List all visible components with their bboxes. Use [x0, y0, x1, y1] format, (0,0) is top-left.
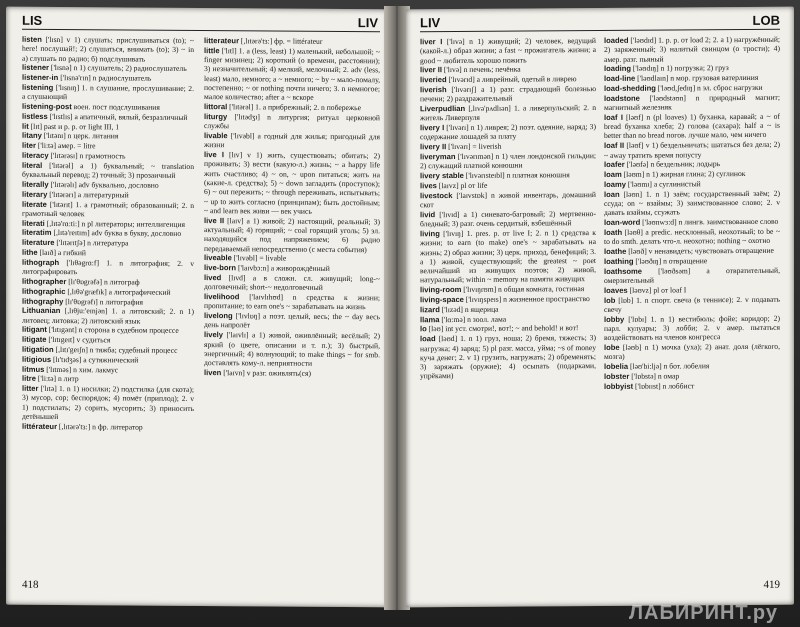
dictionary-entry	[204, 46, 380, 103]
dictionary-entry	[204, 330, 380, 368]
entry-headword: lobster	[604, 371, 630, 381]
right-page	[406, 7, 794, 608]
header-rule	[420, 29, 780, 33]
entry-headword: loathsome	[604, 266, 642, 276]
entry-definition: ['lɪvə] n печень; печёнка	[441, 64, 521, 75]
dictionary-entry	[420, 64, 596, 75]
column-1	[22, 35, 194, 574]
dictionary-entry	[204, 273, 380, 293]
dictionary-entry	[22, 355, 194, 365]
entry-headword: lively	[204, 330, 223, 340]
dictionary-entry	[604, 217, 780, 228]
entry-definition: ['lɪvərɪ] n 1) ливрея; 2) поэт. одеяние, наряд; 3) содержание лошадей за плату	[420, 122, 596, 142]
entry-headword: loam	[604, 170, 622, 180]
dictionary-entry	[22, 161, 194, 181]
dictionary-entry	[604, 313, 780, 342]
entry-definition: ['lɪvərɪd] a ливрейный, одетый в ливрею	[446, 74, 577, 85]
entry-headword: loan-word	[604, 217, 641, 228]
dictionary-entry	[22, 384, 194, 422]
entry-headword: litmus	[22, 364, 45, 374]
entry-definition: [ləʊf] n (pl loaves) 1) буханка, каравай; a ~ of bread буханка хлеба; 2) голова (сахара); half a ~ is better than no bread погов. лучше мало, чем ничего	[604, 111, 780, 141]
dictionary-entry	[420, 228, 596, 285]
entry-headword: lithograph	[22, 257, 60, 267]
entry-definition: ['laɪvstɒk] n живой инвентарь, домашний скот	[420, 189, 596, 210]
entry-definition: ['lɪtərərɪ] a литературный	[47, 189, 129, 200]
dictionary-entry	[22, 258, 194, 278]
entry-headword: lobe	[604, 342, 620, 352]
dictionary-entry	[604, 371, 780, 382]
dictionary-entry	[420, 284, 596, 295]
dictionary-entry	[420, 84, 596, 104]
dictionary-entry	[604, 83, 780, 94]
entry-definition: ['lɪtənɪ] n церк. литания	[41, 131, 119, 141]
dictionary-entry	[420, 151, 596, 171]
dictionary-entry	[204, 292, 380, 312]
entry-headword: literary	[22, 189, 48, 199]
dictionary-entry	[22, 35, 194, 64]
dictionary-entry	[22, 248, 194, 258]
entry-definition: ['lɪtə] 1. n 1) носилки; 2) подстилка (для скота); 3) мусор, сор; беспорядок; 4) помёт (приплод); 2. v 1) подстилать; 2) сорить, мусорить; 3) приносить детёнышей	[22, 384, 194, 422]
dictionary-entry	[204, 131, 380, 151]
entry-definition: [,lɪθə'græfɪk] a литографический	[65, 286, 171, 297]
dictionary-entry	[420, 294, 596, 305]
dictionary-entry	[604, 179, 780, 190]
entry-definition: ['ləʊdlaɪn] n мор. грузовая ватерлиния	[635, 73, 759, 83]
entry-headword: liverish	[420, 85, 447, 95]
entry-headword: liven	[204, 367, 222, 378]
entry-definition: ['lɪtl] 1. a (less, least) 1) маленький, небольшой; ~ finger мизинец; 2) короткий (о времени, расстоянии); 3) незначительный; 4) мелкий, мелочный; 2. adv (less, least) мало, немного; a ~ немного; ~ by ~ мало-помалу, постепенно; ~ or nothing почти ничего; 3. n немногое; малое количество; after a ~ вскоре	[204, 45, 380, 103]
entry-definition: [,lɪtə'rɑ:ti:] n pl литераторы; интеллигенция	[44, 218, 186, 229]
dictionary-entry	[204, 263, 380, 274]
entry-definition: ['lɪzəd] n ящерица	[439, 304, 499, 314]
entry-definition: [lɪ'θɒgrəfɪ] n литография	[63, 296, 144, 307]
dictionary-entry	[420, 36, 596, 65]
entry-headword: literati	[22, 218, 45, 228]
dictionary-entry	[604, 284, 780, 295]
entry-definition: ['lɪstlɪs] a апатичный, вялый, безразличный	[47, 111, 188, 122]
entry-headword: loaf II	[604, 141, 625, 151]
dictionary-entry	[22, 286, 194, 296]
dictionary-entry	[420, 209, 596, 229]
entry-headword: literal	[22, 160, 43, 170]
entry-definition: [ləʊn] 1. n 1) заём; государственный заём; 2) ссуда; on ~ взаймы; 3) заимствованное слово; 2. v давать взаймы, ссужать	[604, 188, 780, 218]
entry-headword: lithography	[22, 296, 64, 306]
entry-definition: ['ləʊmɪ] a суглинистый	[625, 179, 701, 189]
entry-definition: ['lɪvɪd] a 1) синевато-багровый; 2) мертвенно-бледный; 3) разг. очень сердитый, взбешённый	[420, 208, 596, 229]
entry-headword: litter	[22, 383, 39, 394]
entry-headword: literally	[22, 179, 49, 189]
entry-headword: litterateur	[204, 36, 240, 46]
entry-definition: ['lɪtərəl] 1. a прибрежный; 2. n побережье	[227, 102, 361, 113]
entry-headword: liter	[22, 141, 36, 151]
dictionary-entry	[22, 199, 194, 219]
entry-headword: livery stable	[420, 171, 464, 181]
entry-definition: [ləʊ] int уст. смотри!, вот!; ~ and behold! и вот!	[426, 323, 579, 334]
entry-definition: ['li:tə] n литр	[35, 374, 79, 384]
entry-definition: [,lɪtərə'tɜ:] n фр. литератор	[57, 421, 143, 432]
entry-headword: lobelia	[604, 361, 629, 372]
entry-headword: Liverpudlian	[420, 104, 466, 114]
entry-definition: воен. пост подслушивания	[71, 102, 160, 112]
running-head-right: LOB	[752, 12, 780, 28]
running-head-right: LIV	[357, 15, 378, 31]
entry-headword: load	[420, 334, 436, 344]
entry-headword: living-space	[420, 294, 464, 305]
header-rule	[22, 29, 380, 32]
entry-headword: livelong	[204, 311, 233, 321]
entry-definition: [ləʊθ] a predic. несклонный, неохотный; to be ~ to do smth. делать что-л. неохотно; nothing ~ охотно	[604, 226, 780, 247]
entry-headword: llama	[420, 314, 440, 324]
entry-definition: ['lɪtərəl] a 1) буквальный; ~ translation буквальный перевод; 2) точный; 3) прозаичный	[22, 160, 194, 181]
entry-definition: ['lɪsnə'rɪn] n радиослушатель	[58, 73, 152, 83]
entry-headword: lived	[204, 272, 222, 283]
entry-definition: [,lɪtɪ'geɪʃn] n тяжба; судебный процесс	[53, 344, 178, 355]
dictionary-entry	[420, 74, 596, 85]
entry-headword: Lithuanian	[22, 306, 61, 316]
entry-headword: lithe	[22, 247, 38, 257]
entry-headword: living-room	[420, 285, 462, 295]
entry-definition: [ləʊd] 1. n 1) груз, ноша; 2) бремя, тяжесть; 3) нагрузка; 4) заряд; 5) pl разг. масса, уйма; ~s of money куча денег; 2. v 1) грузить, нагружать; 2) обременять; 3) заряжать (оружие); 4) осыпать (подарками, упрёками)	[420, 333, 596, 381]
entry-headword: livelihood	[204, 292, 240, 302]
dictionary-entry	[22, 151, 194, 161]
dictionary-entry	[22, 422, 194, 432]
left-page	[6, 7, 388, 608]
entry-definition: [laɪð] a гибкий	[37, 247, 86, 258]
page-number: 418	[22, 578, 39, 591]
dictionary-entry	[204, 102, 380, 113]
entry-definition: ['lɪtɪgeɪt] v судиться	[46, 335, 111, 345]
entry-definition: [,lɪvə'pʌdlɪən] 1. a ливерпульский; 2. n житель Ливерпуля	[420, 103, 596, 123]
entry-definition: ['lɪθəgrɑ:f] 1. n литография; 2. v литографировать	[22, 257, 194, 277]
dictionary-entry	[604, 294, 780, 314]
column-2	[604, 35, 780, 574]
entry-headword: liveable	[204, 253, 232, 263]
dictionary-entry	[604, 159, 780, 170]
entry-headword: lobbyist	[604, 381, 634, 391]
entry-headword: loamy	[604, 179, 626, 189]
entry-headword: lo	[420, 324, 427, 334]
dictionary-entry	[22, 277, 194, 287]
dictionary-entry	[22, 180, 194, 190]
dictionary-entry	[22, 374, 194, 384]
entry-definition: [laɪvz] pl от life	[436, 180, 488, 191]
dictionary-entry	[204, 216, 380, 254]
entry-definition: [lɪ'θɒgrəfə] n литограф	[66, 277, 140, 287]
entry-headword: loaded	[604, 35, 629, 45]
dictionary-entry	[604, 73, 780, 84]
watermark: ЛАБИРИНТ.ру	[629, 602, 778, 624]
entry-headword: listless	[22, 111, 48, 121]
entry-definition: ['ləʊðɪŋ] n отвращение	[633, 256, 708, 266]
entry-definition: ['lɪtərɪtʃə] n литература	[54, 238, 129, 248]
entry-headword: lob	[604, 295, 616, 305]
dictionary-entry	[22, 190, 194, 200]
entry-headword: literacy	[22, 150, 49, 161]
entry-headword: litre	[22, 374, 36, 384]
entry-definition: ['lɒbɪ] 1. n 1) вестибюль; фойе; коридор; 2) парл. кулуары; 3) лобби; 2. v амер. пытаться воздействовать на членов конгресса	[604, 313, 780, 343]
dictionary-entry	[22, 63, 194, 73]
entry-headword: lobby	[604, 314, 625, 324]
entry-definition: ['ləʊdɪd] 1. p. p. от load 2; 2. a 1) нагружённый; 2) заряженный; 3) налитый свинцом (о трости); 4) амер. разг. пьяный	[604, 34, 780, 64]
dictionary-entry	[204, 368, 380, 379]
entry-definition: [lɪt] past и p. p. от light III, 1	[28, 121, 120, 132]
entry-headword: listen	[22, 34, 42, 44]
entry-definition: ['laɪvn] v разг. оживлять(ся)	[221, 368, 312, 378]
dictionary-entry	[420, 314, 596, 325]
entry-definition: ['lɪsn] v 1) слушать; прислушиваться (to); ~ here! послушай!; 2) слушаться, внимать (to); 3) ~ in а) слушать по радио; б) подслушивать	[22, 34, 194, 64]
entry-headword: lit	[22, 121, 29, 131]
entry-headword: listener	[22, 63, 50, 73]
dictionary-entry	[204, 112, 380, 132]
column-1	[420, 36, 596, 575]
entry-headword: litigation	[22, 344, 54, 354]
entry-definition: ['laɪvlɪ] a 1) живой, оживлённый; весёлый; 2) яркий (о цвете, описании и т. п.); 3) быстрый, энергичный; 4) волнующий; to make things ~ for smb. доставлять кому-л. неприятности	[204, 330, 380, 368]
entry-headword: literate	[22, 199, 47, 209]
entry-definition: ['ləʊnwɜ:d] n лингв. заимствованное слово	[640, 216, 779, 227]
entry-definition: ['lɪvɪŋrʊm] n общая комната, гостиная	[461, 284, 585, 295]
entry-headword: loaves	[604, 285, 628, 295]
entry-definition: ['lɪtərɪt] 1. a грамотный; образованный; 2. n грамотный человек	[22, 199, 194, 219]
entry-definition: ['lɪvəbl] = livable	[231, 253, 287, 263]
entry-headword: loafer	[604, 160, 625, 170]
dictionary-entry	[204, 253, 380, 264]
dictionary-entry	[604, 227, 780, 247]
entry-headword: loading	[604, 64, 631, 74]
entry-definition: ['li:tə] амер. = litre	[35, 141, 96, 151]
entry-headword: livery II	[420, 142, 447, 152]
entry-definition: ['ləʊdstəʊn] n природный магнит; магнитный железняк	[604, 92, 780, 113]
entry-headword: living	[420, 229, 440, 239]
dictionary-entry	[22, 345, 194, 355]
entry-definition: ['lɪvərɪsteɪbl] n платная конюшня	[463, 170, 570, 181]
entry-definition: ['ləʊd,ʃedɪŋ] n эл. сброс нагрузки	[655, 82, 763, 93]
dictionary-entry	[420, 333, 596, 381]
entry-definition: [,lɪtə'reɪtɪm] adv буква в букву, дословно	[51, 228, 182, 239]
entry-headword: lives	[420, 181, 437, 191]
entry-definition: ['lɪtməs] n хим. лакмус	[44, 364, 119, 375]
entry-headword: listening	[22, 82, 54, 92]
entry-headword: litigate	[22, 334, 47, 345]
entry-definition: ['lɪvəbl] a годный для жилья; пригодный для жизни	[204, 131, 380, 150]
entry-headword: litigant	[22, 325, 47, 335]
entry-definition: ['ləʊðsəm] a отвратительный, омерзительный	[604, 265, 780, 285]
entry-headword: livery I	[420, 123, 445, 133]
entry-definition: ['lɪtərəsɪ] n грамотность	[48, 151, 126, 161]
dictionary-entry	[604, 246, 780, 257]
dictionary-entry	[22, 238, 194, 248]
dictionary-entry	[22, 228, 194, 238]
entry-headword: load-shedding	[604, 83, 656, 93]
dictionary-entry	[22, 83, 194, 103]
page-number: 419	[763, 578, 780, 591]
dictionary-entry	[604, 342, 780, 362]
entry-headword: lithographer	[22, 276, 67, 287]
dictionary-entry	[420, 103, 596, 123]
dictionary-entry	[604, 188, 780, 217]
entry-headword: littérateur	[22, 421, 58, 431]
dictionary-entry	[22, 335, 194, 345]
dictionary-entry	[22, 112, 194, 122]
entry-headword: liturgy	[204, 111, 228, 122]
entry-definition: ['lɒbɪɪst] n лоббист	[633, 381, 695, 391]
entry-definition: ['lɪvərɪ] = liverish	[446, 141, 502, 152]
dictionary-entry	[22, 131, 194, 141]
entry-headword: listening-post	[22, 101, 72, 112]
entry-headword: loadstone	[604, 93, 640, 103]
dictionary-entry	[420, 323, 596, 334]
entry-headword: loathing	[604, 256, 634, 266]
entry-headword: loath	[604, 227, 623, 237]
dictionary-entry	[420, 141, 596, 152]
entry-headword: liveryman	[420, 152, 456, 162]
dictionary-entry	[420, 304, 596, 315]
entry-definition: [lɒb] 1. n спорт. свеча (в теннисе); 2. v подавать свечу	[604, 294, 780, 314]
entry-headword: lizard	[420, 304, 440, 315]
dictionary-entry	[22, 218, 194, 228]
running-head-left: LIV	[420, 15, 441, 31]
entry-definition: ['lɪvlɒŋ] a поэт. целый, весь; the ~ day весь день напролёт	[204, 311, 380, 330]
entry-headword: liver II	[420, 65, 442, 75]
dictionary-entry	[604, 380, 780, 391]
entry-definition: [ləʊ'bi:ljə] n бот. лобелия	[628, 361, 710, 371]
dictionary-entry	[22, 102, 194, 112]
entry-definition: ['laɪvlɪhʊd] n средства к жизни; пропитание; to earn one's ~ зарабатывать на жизнь	[204, 292, 380, 312]
dictionary-entry	[204, 36, 380, 47]
entry-definition: ['ləʊdɪŋ] n 1) погрузка; 2) груз	[631, 63, 729, 74]
entry-headword: loathe	[604, 246, 627, 257]
entry-definition: ['lɪsnɪŋ] 1. n слушание, прослушивание; 2. a слушающий	[22, 82, 194, 102]
dictionary-entry	[22, 121, 194, 131]
entry-definition: ['lɪvərɪmən] n 1) член лондонской гильдии; 2) служащий платной конюшни	[420, 151, 596, 171]
entry-definition: [lɪvd] a в сложн. сл. живущий; long-~ долговечный; short-~ недолговечный	[204, 273, 380, 293]
dictionary-entry	[604, 93, 780, 113]
dictionary-entry	[22, 141, 194, 151]
dictionary-entry	[604, 256, 780, 267]
entry-definition: [,lɪtərə'tɜ:] фр. = littérateur	[239, 36, 323, 46]
entry-headword: load-line	[604, 73, 636, 84]
entry-definition: [ləʊb] n 1) мочка (уха); 2) анат. доля (лёгкого, мозга)	[604, 341, 780, 362]
dictionary-entry	[420, 190, 596, 210]
entry-headword: live I	[204, 150, 225, 160]
entry-definition: ['lɪtədʒɪ] n литургия; ритуал церковной службы	[204, 112, 380, 131]
running-head-left: LIS	[22, 12, 43, 28]
entry-headword: liveried	[420, 75, 447, 85]
dictionary-entry	[604, 63, 780, 74]
entry-definition: ['lɑ:mə] n зоол. лама	[439, 314, 507, 324]
entry-definition: [laɪv] a 1) живой; 2) настоящий, реальный; 3) актуальный; 4) горящий; ~ coal горящий уголь; 5) эл. находящийся под напряжением; 6) радио передаваемый непосредственно (с места события)	[204, 215, 380, 254]
entry-headword: literature	[22, 238, 55, 248]
dictionary-entry	[22, 73, 194, 83]
entry-headword: little	[204, 45, 220, 55]
entry-headword: live II	[204, 215, 225, 225]
dictionary-entry	[604, 112, 780, 141]
dictionary-entry	[22, 325, 194, 335]
entry-headword: livestock	[420, 190, 453, 201]
entry-definition: ['lɪvɪŋ] 1. pres. p. от live I; 2. n 1) средства к жизни; to earn (to make) one's ~ зарабатывать на жизнь; 2) образ жизни; 3) церк. приход, бенефиций; 3. a 1) живой, существующий; the greatest ~ poet величайший из живущих поэтов; 2) живой, натуральный; within ~ memory на памяти живущих	[420, 227, 596, 285]
entry-definition: ['lɪvə] n 1) живущий; 2) человек, ведущий (какой-л.) образ жизни; a fast ~ прожигатель жизни; a good ~ любитель хорошо пожить	[420, 36, 596, 65]
entry-headword: litigious	[22, 354, 52, 364]
column-2	[204, 36, 380, 575]
entry-definition: ['lɪtɪgənt] n сторона в судебном процессе	[46, 325, 179, 336]
dictionary-entry	[604, 361, 780, 372]
entry-headword: listener-in	[22, 72, 59, 83]
entry-definition: [lɪ'tɪdʒəs] a сутяжнический	[51, 354, 139, 365]
dictionary-entry	[420, 180, 596, 191]
dictionary-entry	[420, 122, 596, 142]
entry-definition: ['lɪvərɪʃ] a 1) разг. страдающий болезнью печени; 2) раздражительный	[420, 84, 596, 104]
entry-definition: [,lɪθju:'eɪnjən] 1. a литовский; 2. n 1) литовец; литовка; 2) литовский язык	[22, 306, 194, 326]
entry-definition: ['ləʊfə] n бездельник; лодырь	[624, 159, 721, 170]
dictionary-entry	[604, 169, 780, 180]
entry-definition: ['lɪtərəlɪ] adv буквально, дословно	[48, 179, 159, 190]
entry-definition: [lɪv] v 1) жить, существовать; обитать; 2) проживать; 3) вести (какую-л.) жизнь; ~ a happy life жить счастливо; 4) ~ on, ~ upon питаться; жить на (какие-л. средства); 5) ~ down загладить (проступок); 6) ~ out пережить; ~ through переживать, испытывать; ~ up to жить согласно (принципам); быть достойным; ~ and learn век живи — век учись	[204, 150, 380, 216]
entry-headword: loaf I	[604, 112, 623, 122]
entry-definition: [ləʊvz] pl от loaf I	[627, 285, 687, 295]
dictionary-entry	[204, 311, 380, 331]
entry-headword: lithographic	[22, 286, 66, 296]
dictionary-entry	[604, 35, 780, 64]
entry-headword: loan	[604, 189, 620, 199]
entry-headword: livable	[204, 131, 228, 141]
dictionary-entry	[22, 296, 194, 306]
dictionary-entry	[22, 364, 194, 374]
entry-definition: ['laɪvbɔ:n] a живорождённый	[236, 263, 330, 274]
entry-headword: litany	[22, 131, 42, 141]
entry-definition: [ləʊð] v ненавидеть; чувствовать отвращение	[626, 245, 774, 256]
dictionary-entry	[204, 150, 380, 216]
entry-definition: ['lɪvɪŋspeɪs] n жизненное пространство	[463, 294, 590, 304]
entry-definition: [ləʊm] n 1) жирная глина; 2) суглинок	[621, 169, 746, 180]
dictionary-entry	[22, 306, 194, 326]
entry-headword: live-born	[204, 263, 237, 273]
dictionary-entry	[420, 170, 596, 181]
entry-definition: [ləʊf] v 1) бездельничать; шататься без дела; 2) ~ away тратить время попусту	[604, 140, 780, 160]
entry-headword: literatim	[22, 228, 52, 238]
entry-headword: littoral	[204, 102, 228, 112]
entry-definition: ['lɪsnə] n 1) слушатель; 2) радиослушатель	[49, 63, 187, 74]
entry-definition: ['lɒbstə] n омар	[629, 371, 680, 381]
dictionary-entry	[604, 265, 780, 285]
entry-headword: liver I	[420, 37, 443, 47]
dictionary-entry	[604, 140, 780, 160]
entry-headword: livid	[420, 209, 436, 220]
